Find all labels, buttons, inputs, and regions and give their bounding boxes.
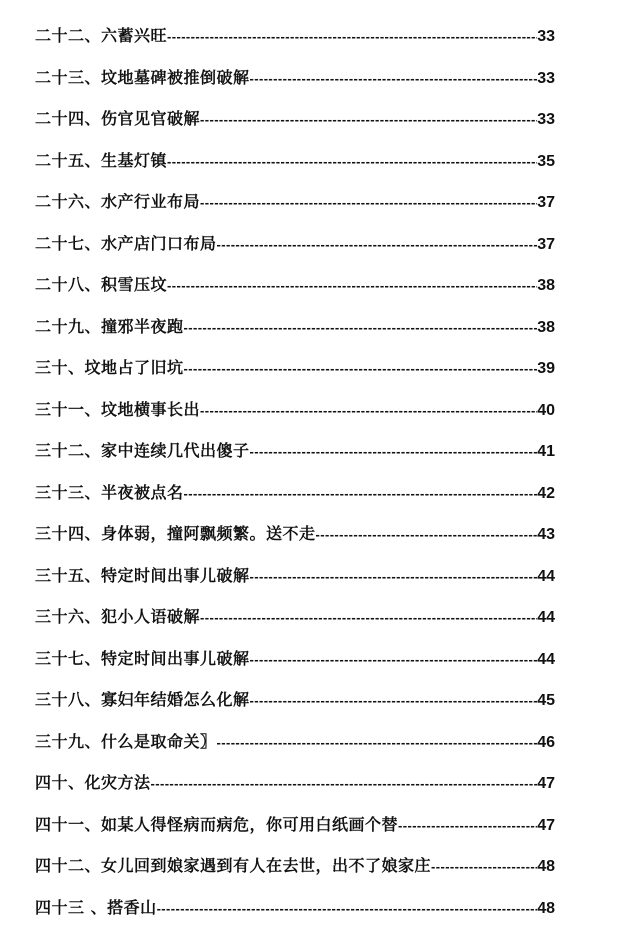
dot-leader <box>167 151 537 173</box>
toc-entry-page: 41 <box>537 443 555 460</box>
toc-entry[interactable] <box>35 25 555 67</box>
toc-entry[interactable] <box>35 648 555 690</box>
toc-entry[interactable] <box>35 731 555 773</box>
dot-leader <box>431 856 537 878</box>
toc-entry-title: 三十、坟地占了旧坑 <box>35 358 184 377</box>
toc-entry-title: 二十七、水产店门口布局 <box>35 233 217 253</box>
toc-entry-title: 二十四、伤官见官破解 <box>35 109 201 128</box>
toc-entry[interactable] <box>35 67 555 109</box>
toc-entry-title: 二十五、生基灯镇 <box>35 150 168 170</box>
toc-entry-page: 47 <box>537 775 555 792</box>
toc-entry-page: 44 <box>537 650 555 668</box>
dot-leader <box>250 566 538 588</box>
toc-entry[interactable] <box>35 150 555 192</box>
toc-entry-title: 三十四、身体弱，撞阿飘频繁。送不走 <box>35 524 316 543</box>
toc-entry[interactable] <box>35 440 555 482</box>
toc-entry-page: 38 <box>537 277 555 294</box>
toc-entry-title: 三十五、特定时间出事儿破解 <box>35 565 250 585</box>
toc-entry[interactable] <box>35 565 555 607</box>
dot-leader <box>250 649 538 671</box>
toc-entry-title: 四十一、如某人得怪病而病危，你可用白纸画个替 <box>35 814 399 834</box>
toc-entry-page: 48 <box>537 899 555 917</box>
toc-entry-page: 33 <box>537 28 555 45</box>
dot-leader <box>151 773 538 795</box>
toc-entry[interactable] <box>35 316 555 358</box>
toc-entry-title: 二十九、撞邪半夜跑 <box>35 316 184 336</box>
dot-leader <box>184 317 538 339</box>
toc-entry[interactable] <box>35 689 555 731</box>
toc-entry-page: 47 <box>537 816 555 834</box>
toc-entry-page: 45 <box>537 692 555 709</box>
dot-leader <box>250 68 538 90</box>
toc-entry-page: 40 <box>537 401 555 419</box>
dot-leader <box>250 441 538 463</box>
toc-entry[interactable] <box>35 233 555 275</box>
toc-entry[interactable] <box>35 855 555 897</box>
toc-entry[interactable] <box>35 482 555 524</box>
toc-entry-title: 二十八、积雪压坟 <box>35 275 168 294</box>
toc-entry-title: 四十三 、搭香山 <box>35 897 157 917</box>
toc-entry[interactable] <box>35 274 555 316</box>
dot-leader <box>217 732 538 754</box>
dot-leader <box>200 109 537 131</box>
toc-entry-page: 43 <box>537 526 555 543</box>
toc-entry[interactable] <box>35 191 555 233</box>
toc-entry-title: 四十二、女儿回到娘家遇到有人在去世，出不了娘家庄 <box>35 856 432 875</box>
toc-entry-page: 44 <box>537 609 555 626</box>
toc-entry-page: 37 <box>537 194 555 211</box>
toc-entry-title: 三十二、家中连续几代出傻子 <box>35 441 250 460</box>
toc-entry-title: 三十一、坟地横事长出 <box>35 399 201 419</box>
toc-entry-title: 三十八、寡妇年结婚怎么化解 <box>35 690 250 709</box>
toc-entry-title: 二十六、水产行业布局 <box>35 192 201 211</box>
toc-entry-title: 二十二、六蓄兴旺 <box>35 26 168 45</box>
dot-leader <box>200 400 537 422</box>
dot-leader <box>200 607 537 629</box>
table-of-contents <box>35 25 555 938</box>
toc-entry-title: 三十六、犯小人语破解 <box>35 607 201 626</box>
toc-entry-page: 39 <box>537 360 555 377</box>
dot-leader <box>398 815 537 837</box>
toc-entry-title: 四十、化灾方法 <box>35 773 151 792</box>
dot-leader <box>167 275 537 297</box>
dot-leader <box>184 483 538 505</box>
toc-entry[interactable] <box>35 606 555 648</box>
toc-entry[interactable] <box>35 523 555 565</box>
toc-entry-page: 37 <box>537 235 555 253</box>
toc-entry-page: 46 <box>537 733 555 751</box>
toc-entry-title: 三十三、半夜被点名 <box>35 482 184 502</box>
toc-entry[interactable] <box>35 357 555 399</box>
dot-leader <box>200 192 537 214</box>
toc-entry-title: 二十三、坟地墓碑被推倒破解 <box>35 67 250 87</box>
toc-entry[interactable] <box>35 772 555 814</box>
toc-entry-page: 35 <box>537 152 555 170</box>
toc-entry-page: 33 <box>537 111 555 128</box>
dot-leader <box>167 26 537 48</box>
dot-leader <box>250 690 538 712</box>
dot-leader <box>157 898 538 920</box>
toc-entry-title: 三十七、特定时间出事儿破解 <box>35 648 250 668</box>
dot-leader <box>217 234 538 256</box>
toc-entry-page: 44 <box>537 567 555 585</box>
toc-entry-page: 38 <box>537 318 555 336</box>
toc-entry-page: 48 <box>537 858 555 875</box>
toc-entry-title: 三十九、什么是取命关〗 <box>35 731 217 751</box>
dot-leader <box>316 524 538 546</box>
toc-entry[interactable] <box>35 399 555 441</box>
toc-entry[interactable] <box>35 897 555 939</box>
toc-entry-page: 42 <box>537 484 555 502</box>
toc-entry-page: 33 <box>537 69 555 87</box>
dot-leader <box>184 358 538 380</box>
toc-entry[interactable] <box>35 814 555 856</box>
toc-entry[interactable] <box>35 108 555 150</box>
